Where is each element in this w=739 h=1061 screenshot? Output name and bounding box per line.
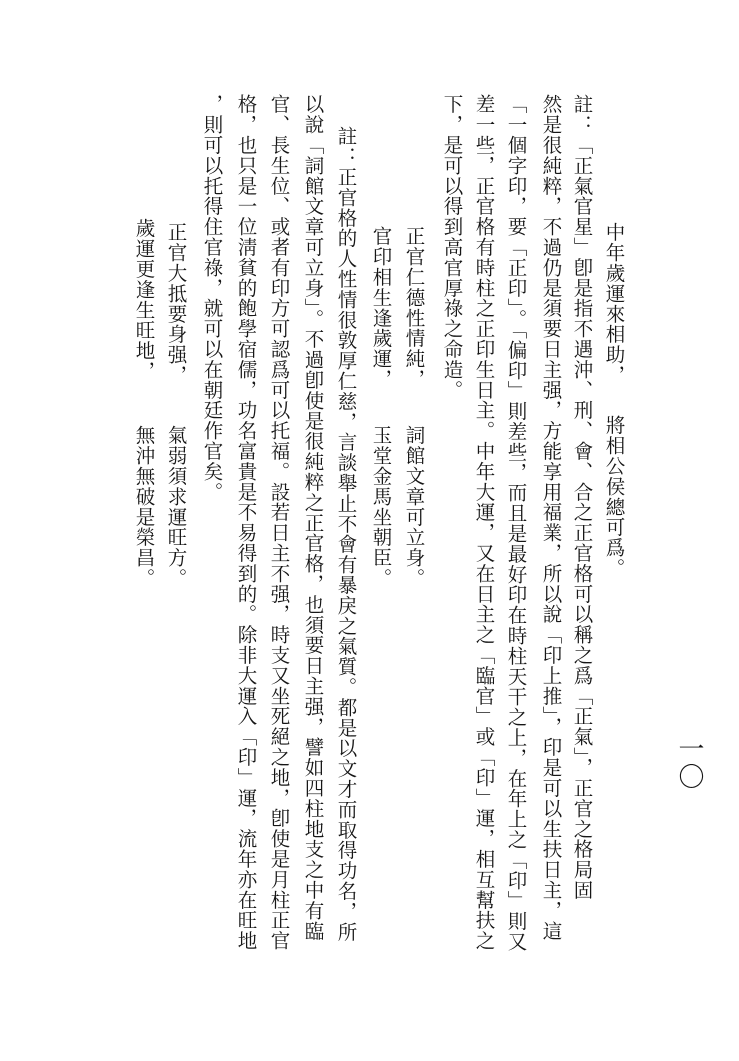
- note-2-line: 官、長生位、或者有印方可認爲可以托福。設若日主不强，時支又坐死絕之地，卽使是月柱正官: [267, 94, 291, 951]
- verse-3-line-1b: 氣弱須求運旺方。: [164, 425, 188, 589]
- note-1-line: 註：「正氣官星」卽是指不遇沖、刑、會、合之正官格可以稱之爲「正氣」，正官之格局固: [570, 94, 594, 901]
- verse-2-line-1b: 詞館文章可立身。: [402, 425, 426, 589]
- verse-2-line-2b: 玉堂金馬坐朝臣。: [369, 425, 393, 589]
- note-2-line: 註：正官格的人性情很敦厚仁慈，言談舉止不會有暴戾之氣質。都是以文才而取得功名，所: [334, 126, 358, 942]
- note-1-line: 下，是可以得到高官厚祿之命造。: [440, 94, 464, 400]
- verse-3-line-1a: 正官大抵要身强，: [164, 222, 188, 386]
- note-1-line: 差一些，正官格有時柱之正印生日主。中年大運，又在日主之「臨官」或「印」運，相互幫扶之: [472, 94, 496, 951]
- note-1-line: 然是很純粹，不過仍是須要日主强，方能享用福業，所以說「印上推」，印是可以生扶日主，這: [539, 94, 563, 942]
- page-number: 一〇: [674, 735, 704, 791]
- verse-2-line-2a: 官印相生逢歲運，: [369, 226, 393, 390]
- verse-1-line-b: 將相公侯總可爲。: [602, 415, 626, 579]
- verse-3-line-2b: 無沖無破是榮昌。: [132, 425, 156, 589]
- note-2-line: ，則可以托得住官祿，就可以在朝廷作官矣。: [200, 94, 224, 502]
- verse-3-line-2a: 歲運更逢生旺地，: [132, 218, 156, 382]
- note-2-line: 格，也只是一位淸貧的飽學宿儒，功名富貴是不易得到的。除非大運入「印」運，流年亦在旺地: [234, 94, 258, 951]
- note-1-line: 「一個字印，要「正印」。「偏印」則差些，而且是最好印在時柱天干之上，在年上之「印」則又: [504, 94, 528, 952]
- verse-2-line-1a: 正官仁德性情純，: [402, 226, 426, 390]
- note-2-line: 以說「詞館文章可立身」。不過卽使是很純粹之正官格，也須要日主强，譬如四柱地支之中有臨: [301, 94, 325, 942]
- verse-1-line-a: 中年歲運來相助，: [602, 222, 626, 386]
